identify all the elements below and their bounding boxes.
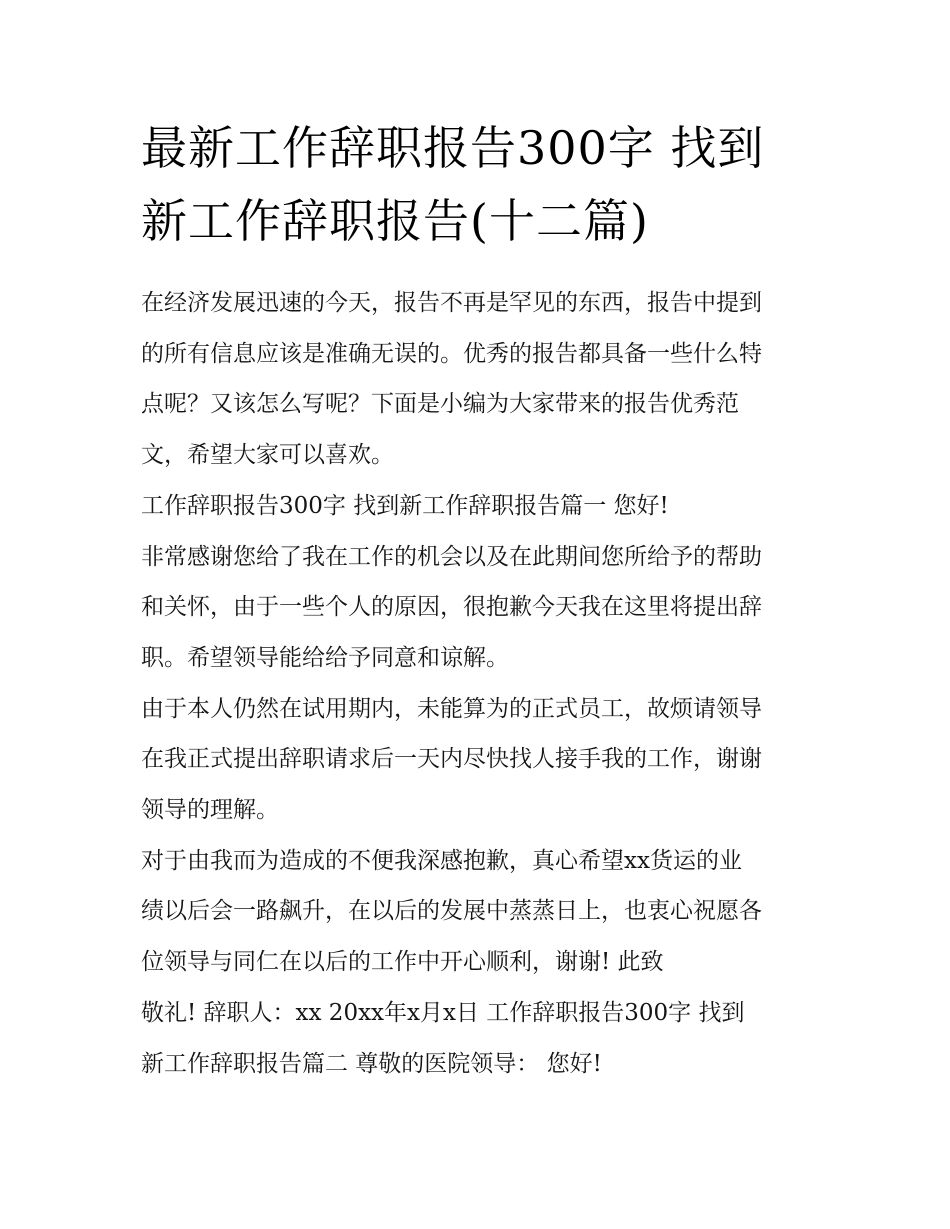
paragraph-intro: [141, 278, 813, 481]
text-line: 新工作辞职报告篇二 尊敬的医院领导： 您好!: [141, 1050, 602, 1077]
text-line: 位领导与同仁在以后的工作中开心顺利，谢谢! 此致: [141, 949, 664, 976]
text-line: 领导的理解。: [141, 797, 279, 824]
text-line: 由于本人仍然在试用期内，未能算为的正式员工，故烦请领导: [141, 695, 762, 722]
text-line: 敬礼! 辞职人：xx 20xx年x月x日 工作辞职报告300字 找到: [141, 999, 745, 1026]
title-line: 最新工作辞职报告300字 找到: [141, 121, 765, 175]
text-line: 绩以后会一路飙升，在以后的发展中蒸蒸日上，也衷心祝愿各: [141, 898, 762, 925]
text-line: 点呢？又该怎么写呢？下面是小编为大家带来的报告优秀范: [141, 391, 739, 418]
document-content: [141, 112, 813, 1089]
title-line: 新工作辞职报告(十二篇): [141, 194, 649, 248]
text-line: 和关怀，由于一些个人的原因，很抱歉今天我在这里将提出辞: [141, 594, 762, 621]
text-line: 文，希望大家可以喜欢。: [141, 442, 394, 469]
text-line: 在经济发展迅速的今天，报告不再是罕见的东西，报告中提到: [141, 290, 762, 316]
paragraph-thanks: [141, 532, 813, 684]
paragraph-section-heading: [141, 481, 813, 532]
text-line: 对于由我而为造成的不便我深感抱歉，真心希望xx货运的业: [141, 847, 742, 874]
text-line: 职。希望领导能给给予同意和谅解。: [141, 644, 509, 671]
text-line: 的所有信息应该是准确无误的。优秀的报告都具备一些什么特: [141, 340, 762, 367]
text-line: 在我正式提出辞职请求后一天内尽快找人接手我的工作，谢谢: [141, 746, 762, 773]
text-line: 非常感谢您给了我在工作的机会以及在此期间您所给予的帮助: [141, 543, 762, 570]
paragraph-apology: [141, 836, 813, 1090]
paragraph-probation: [141, 684, 813, 836]
text-line: 工作辞职报告300字 找到新工作辞职报告篇一 您好!: [141, 492, 669, 519]
document-title: [141, 112, 813, 258]
document-body: [141, 278, 813, 1089]
